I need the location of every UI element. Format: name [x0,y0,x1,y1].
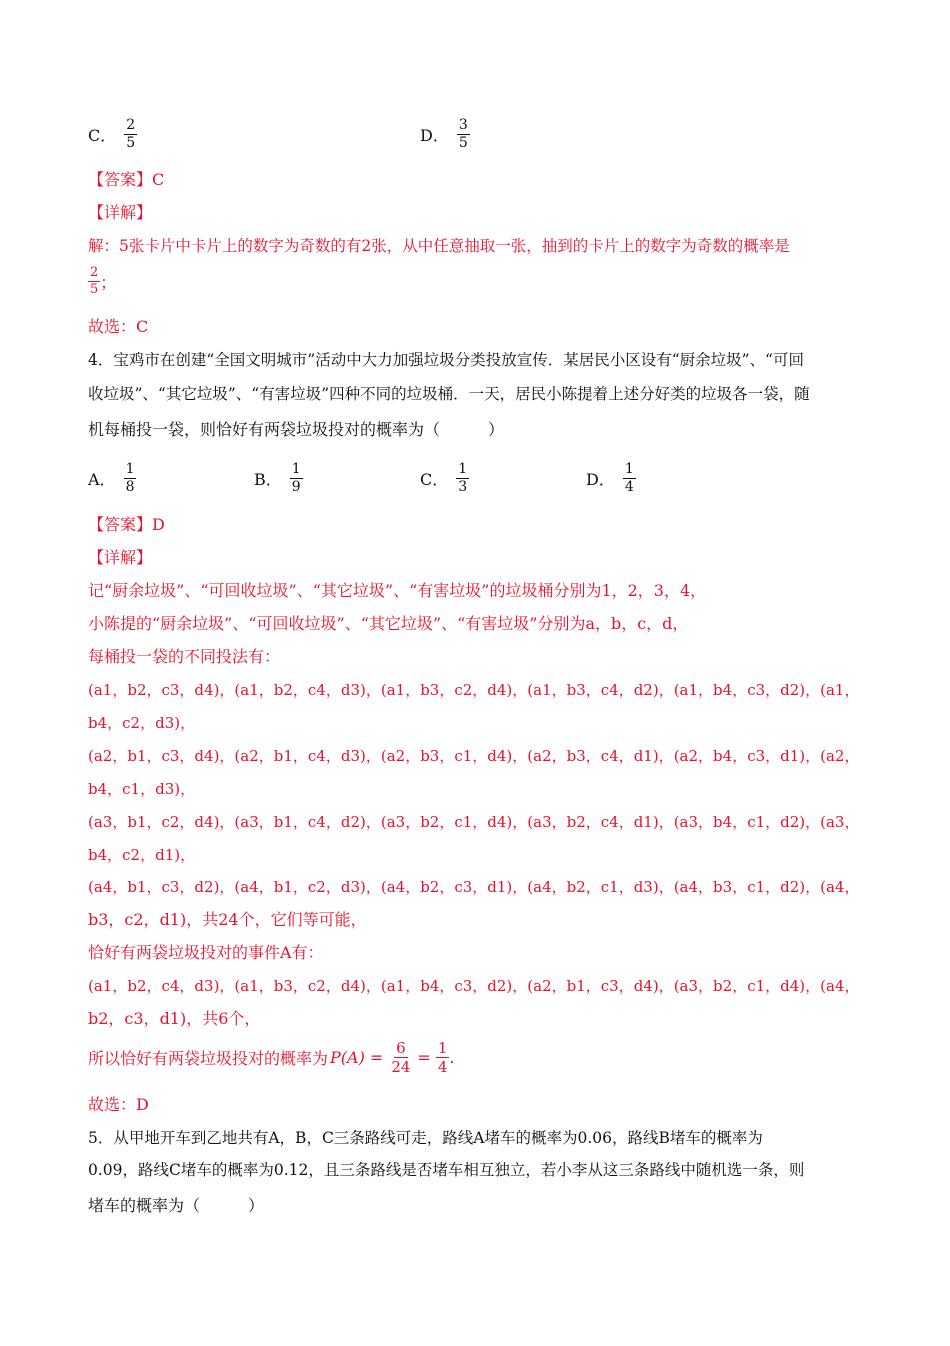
option-c [420,462,469,495]
q4-solution-line: 每桶投一袋的不同投法有： [88,647,281,666]
fraction-denominator: 5 [126,135,136,151]
fraction-denominator: 5 [458,135,468,151]
fraction [290,462,303,495]
q5-stem-line: 5．从甲地开车到乙地共有A，B，C三条路线可走，路线A堵车的概率为0.06，路线B堵车的概率为 [88,1129,763,1147]
q4-solution-line: b4，c2，d1)， [88,846,196,864]
equals-sign: = [417,1048,431,1067]
punctuation: ； [100,273,117,292]
q4-solution-line: (a1，b2，c3，d4)，(a1，b2，c4，d3)，(a1，b3，c2，d4)，(a1，b3，c4，d2)，(a1，b4，c3，d2)，(a1， [88,681,860,699]
q4-solution-line: 恰好有两袋垃圾投对的事件A有： [88,943,324,962]
option-label: A． [88,470,116,489]
q4-solution-line: b4，c1，d3)， [88,780,196,798]
q3-detail-heading: 【详解】 [88,203,153,222]
fraction-denominator: 4 [624,479,634,495]
option-label: C． [88,126,117,145]
option-c [88,118,137,151]
option-label: D． [586,470,615,489]
q3-choice: 故选：C [88,317,149,336]
fraction-denominator: 4 [437,1058,448,1076]
option-d [420,118,470,151]
punctuation: . [449,1048,455,1067]
fraction-numerator: 1 [125,461,135,477]
fraction-denominator: 5 [90,282,99,297]
q3-solution-fraction-line [88,266,116,297]
q4-solution-line: (a3，b1，c2，d4)，(a3，b1，c4，d2)，(a3，b2，c1，d4)，(a3，b2，c4，d1)，(a3，b4，c1，d2)，(a3， [88,813,860,831]
q4-stem-line: 机每桶投一袋，则恰好有两袋垃圾投对的概率为（ ） [88,420,505,439]
q4-stem-line: 收垃圾”、“其它垃圾”、“有害垃圾”四种不同的垃圾桶．一天，居民小陈提着上述分好类的垃圾各一袋，随 [88,385,810,403]
q4-solution-line: (a1，b2，c4，d3)，(a1，b3，c2，d4)，(a1，b4，c3，d2)，(a2，b1，c3，d4)，(a3，b2，c1，d4)，(a4， [88,977,860,995]
fraction [623,462,636,495]
fraction-denominator: 8 [125,479,135,495]
option-b [254,462,303,495]
fraction-numerator: 1 [291,461,301,477]
q4-solution-line: b2，c3，d1)，共6个， [88,1009,261,1028]
q3-answer: 【答案】C [88,170,165,189]
fraction [124,462,137,495]
fraction [124,118,137,151]
q4-stem-line: 4．宝鸡市在创建“全国文明城市”活动中大力加强垃圾分类投放宣传．某居民小区设有“厨余垃圾”、“可回 [88,351,804,369]
q4-choice: 故选：D [88,1095,149,1114]
q4-solution-line: (a2，b1，c3，d4)，(a2，b1，c4，d3)，(a2，b3，c1，d4)，(a2，b3，c4，d1)，(a2，b4，c3，d1)，(a2， [88,747,860,765]
fraction-numerator: 3 [458,117,468,133]
fraction [436,1040,450,1075]
fraction-numerator: 1 [624,461,634,477]
fraction [88,266,100,297]
fraction-denominator: 9 [291,479,301,495]
fraction-numerator: 2 [126,117,136,133]
q3-solution-line: 解：5张卡片中卡片上的数字为奇数的有2张，从中任意抽取一张，抽到的卡片上的数字为奇数的概率是 [88,237,790,255]
fraction [457,118,470,151]
option-a [88,462,136,495]
probability-text: 所以恰好有两袋垃圾投对的概率为 [88,1049,329,1068]
fraction-denominator: 24 [391,1058,411,1076]
q4-solution-line: 记“厨余垃圾”、“可回收垃圾”、“其它垃圾”、“有害垃圾”的垃圾桶分别为1，2，3，4， [88,581,707,600]
q4-solution-line: (a4，b1，c3，d2)，(a4，b1，c2，d3)，(a4，b2，c3，d1)，(a4，b2，c1，d3)，(a4，b3，c1，d2)，(a4， [88,878,860,896]
fraction-numerator: 2 [90,265,99,280]
option-d [586,462,636,495]
q4-solution-line: 小陈提的“厨余垃圾”、“可回收垃圾”、“其它垃圾”、“有害垃圾”分别为a，b，c，d， [88,614,689,633]
fraction [389,1040,412,1075]
fraction-denominator: 3 [458,479,468,495]
q4-detail-heading: 【详解】 [88,548,153,567]
option-label: D． [420,126,449,145]
fraction-numerator: 1 [458,461,468,477]
fraction-numerator: 6 [396,1039,406,1057]
q4-probability-line [88,1040,454,1075]
option-label: C． [420,470,449,489]
q4-answer: 【答案】D [88,515,165,534]
q5-stem-line: 堵车的概率为（ ） [88,1196,265,1215]
q4-solution-line: b4，c2，d3)， [88,714,196,732]
fraction [456,462,469,495]
option-label: B． [254,470,282,489]
q5-stem-line: 0.09，路线C堵车的概率为0.12，且三条路线是否堵车相互独立，若小李从这三条路线中随机选一条，则 [88,1161,805,1179]
fraction-numerator: 1 [437,1039,448,1057]
probability-expression: P(A) = [330,1048,384,1067]
q4-solution-line: b3，c2，d1)，共24个，它们等可能， [88,910,367,929]
